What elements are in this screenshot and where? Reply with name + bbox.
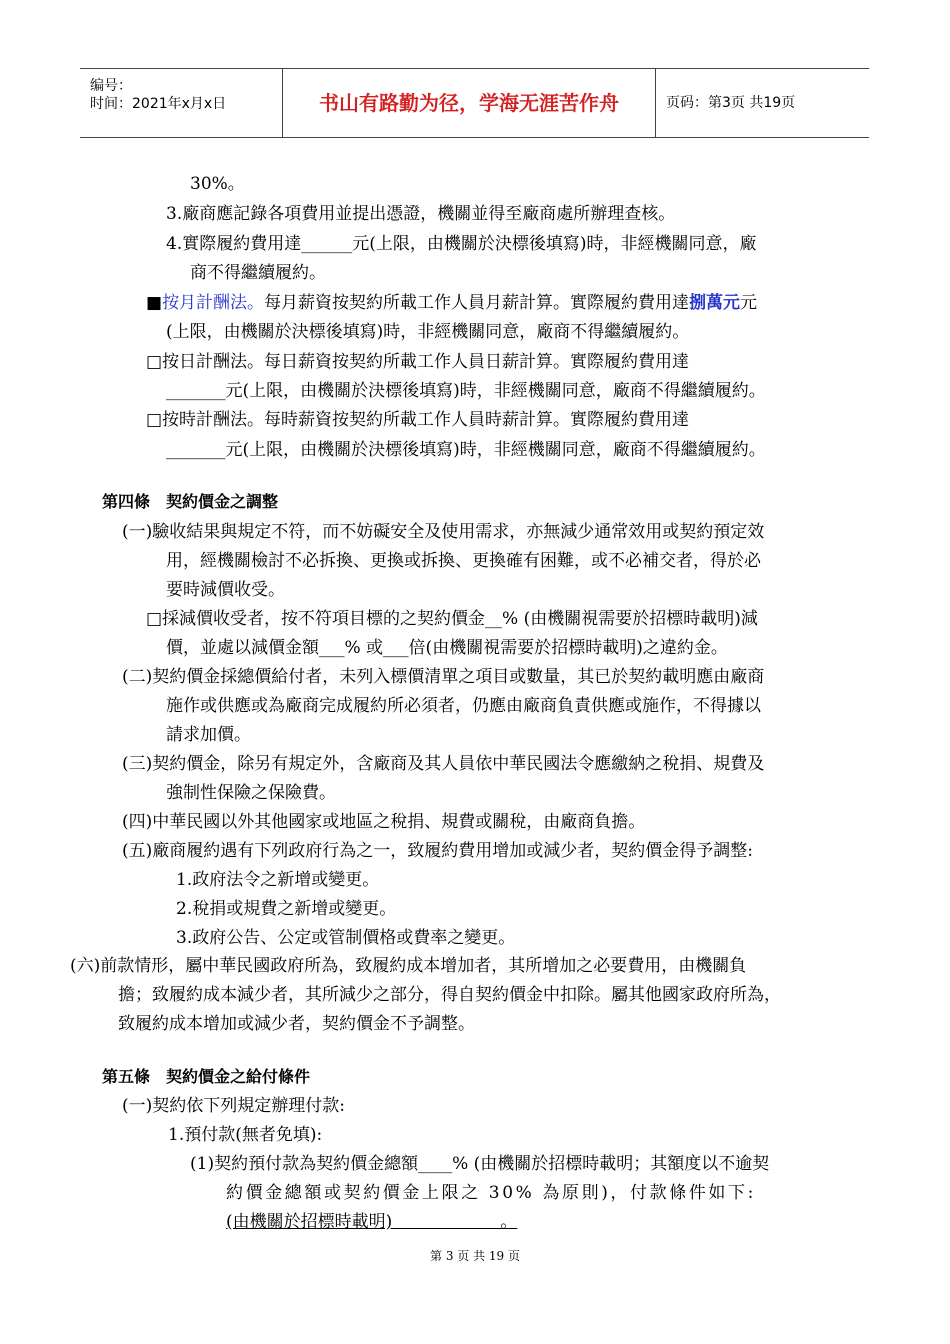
text-line: (五)廠商履約遇有下列政府行為之一，致履約費用增加或減少者，契約價金得予調整: <box>122 841 753 861</box>
text-line: 價，並處以減價金額___% 或___倍(由機關視需要於招標時載明)之違約金。 <box>166 638 728 658</box>
page-footer: 第 3 页 共 19 页 <box>430 1249 520 1263</box>
option-monthly-label: 按月計酬法。 <box>162 293 265 313</box>
text-line: (上限，由機關於決標後填寫)時，非經機關同意，廠商不得繼續履約。 <box>166 322 690 342</box>
text-line: (六)前款情形，屬中華民國政府所為，致履約成本增加者，其所增加之必要費用，由機關負 <box>70 956 747 976</box>
text-line: 擔；致履約成本減少者，其所減少之部分，得自契約價金中扣除。屬其他國家政府所為， <box>118 985 781 1005</box>
section4-title: 第四條 契約價金之調整 <box>102 492 279 511</box>
text-line: (1)契約預付款為契約價金總額____% (由機關於招標時載明；其額度以不逾契 <box>190 1154 770 1174</box>
option-monthly-unit: 元 <box>740 293 758 313</box>
text-line: 1.預付款(無者免填): <box>168 1125 323 1145</box>
text-line: 致履約成本增加或減少者，契約價金不予調整。 <box>118 1014 475 1034</box>
header-info-cell <box>80 69 283 137</box>
list-item: 1.政府法令之新增或變更。 <box>176 870 380 890</box>
text-line: (由機關於招標時載明) 。 <box>226 1212 518 1232</box>
text-line: (三)契約價金，除另有規定外，含廠商及其人員依中華民國法令應繳納之稅捐、規費及 <box>122 754 765 774</box>
text-line: (一)驗收結果與規定不符，而不妨礙安全及使用需求，亦無減少通常效用或契約預定效 <box>122 522 765 542</box>
option-monthly-text: 每月薪資按契約所載工作人員月薪計算。實際履約費用達 <box>264 293 690 313</box>
text-line: 要時減價收受。 <box>166 580 285 600</box>
text-line: 約價金總額或契約價金上限之 30% 為原則)，付款條件如下: <box>226 1183 756 1203</box>
option-daily: □按日計酬法。每日薪資按契約所載工作人員日薪計算。實際履約費用達 <box>146 352 690 372</box>
text-line: 3.廠商應記錄各項費用並提出憑證，機關並得至廠商處所辦理查核。 <box>166 204 676 224</box>
option-price-reduction: □採減價收受者，按不符項目標的之契約價金__% (由機關視需要於招標時載明)減 <box>146 609 758 629</box>
list-item: 2.稅捐或規費之新增或變更。 <box>176 899 397 919</box>
option-monthly-amount: 捌萬元 <box>689 293 741 313</box>
text-line: 30%。 <box>190 174 245 194</box>
text-line: (四)中華民國以外其他國家或地區之稅捐、規費或關稅，由廠商負擔。 <box>122 812 646 832</box>
checked-box-icon: ■ <box>146 293 163 313</box>
text-line: 用，經機關檢討不必拆換、更換或拆換、更換確有困難，或不必補交者，得於必 <box>166 551 761 571</box>
option-hourly: □按時計酬法。每時薪資按契約所載工作人員時薪計算。實際履約費用達 <box>146 410 690 430</box>
text-line: 請求加價。 <box>166 725 251 745</box>
number-label: 编号： <box>90 78 132 94</box>
time-label: 时间：2021年x月x日 <box>90 96 227 112</box>
text-line: (一)契約依下列規定辦理付款: <box>122 1096 345 1116</box>
text-line: 強制性保險之保險費。 <box>166 783 336 803</box>
text-line: 施作或供應或為廠商完成履約所必須者，仍應由廠商負責供應或施作，不得據以 <box>166 696 761 716</box>
page-header <box>80 68 869 138</box>
text-line: 商不得繼續履約。 <box>190 263 326 283</box>
text-line: _______元(上限，由機關於決標後填寫)時，非經機關同意，廠商不得繼續履約。 <box>166 440 766 460</box>
text-line: 4.實際履約費用達______元(上限，由機關於決標後填寫)時，非經機關同意，廠 <box>166 234 757 254</box>
header-motto: 书山有路勤为径，学海无涯苦作舟 <box>283 69 656 137</box>
list-item: 3.政府公告、公定或管制價格或費率之變更。 <box>176 928 516 948</box>
option-monthly <box>146 291 757 315</box>
text-line: _______元(上限，由機關於決標後填寫)時，非經機關同意，廠商不得繼續履約。 <box>166 381 766 401</box>
section5-title: 第五條 契約價金之給付條件 <box>102 1067 311 1086</box>
text-line: (二)契約價金採總價給付者，未列入標價清單之項目或數量，其已於契約載明應由廠商 <box>122 667 765 687</box>
header-page-label: 页码：第3页 共19页 <box>666 95 796 111</box>
